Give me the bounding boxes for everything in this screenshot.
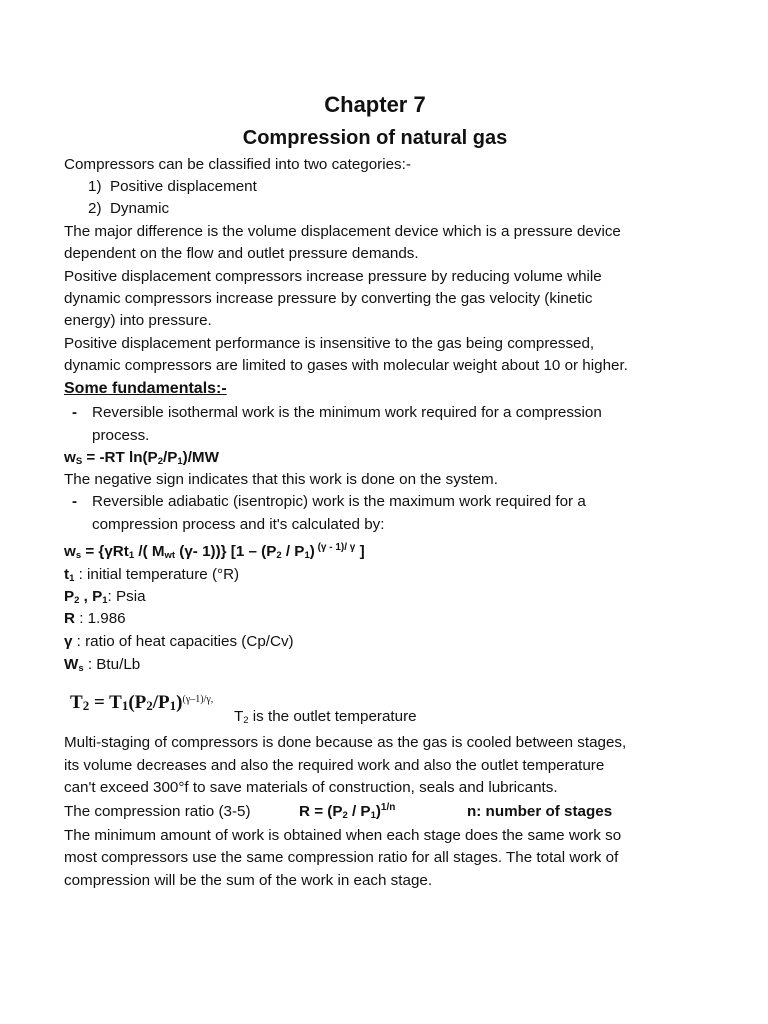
bullet-dash: - — [72, 493, 78, 510]
equation-isothermal: $w_S = -RT$ $\ln(P_2/P_1)/MW$ — [64, 449, 219, 467]
paragraph-line: most compressors use the same compression ratio for all stages. The total work of — [64, 849, 619, 866]
paragraph-line: can't exceed 300°f to save materials of construction, seals and lubricants. — [64, 779, 558, 796]
bullet-line: compression process and it's calculated by: — [92, 516, 385, 533]
page-title: Compression of natural gas — [242, 127, 508, 149]
list-number: 1) — [88, 178, 102, 195]
bullet-line: Reversible isothermal work is the minimum work required for a compression — [92, 404, 602, 421]
paragraph-line: Positive displacement compressors increase pressure by reducing volume while — [64, 268, 602, 285]
outlet-temperature-note: $T_2$ is the outlet temperature — [234, 708, 417, 726]
list-item — [88, 177, 257, 197]
paragraph-line: dependent on the flow and outlet pressure demands. — [64, 245, 419, 262]
bullet-line: process. — [92, 427, 150, 444]
definition-line: $W_s$ : Btu/Lb — [64, 656, 141, 674]
equation-adiabatic: $w_s = \{\gamma Rt_1$ /( $M_{wt}$ (γ- 1))} [$1 - (P_2 / P_1)$ $^{(\gamma - 1)/ \gamma}$ ] — [64, 542, 365, 561]
definition-line: $P_2$ , $P_1$: Psia — [64, 588, 146, 606]
paragraph-line: Positive displacement performance is insensitive to the gas being compressed, — [64, 335, 595, 352]
list-item — [88, 199, 169, 219]
chapter-heading: Chapter 7 — [324, 92, 426, 117]
paragraph-line: its volume decreases and also the required work and also the outlet temperature — [64, 757, 605, 774]
compression-ratio-label: The compression ratio (3-5) — [64, 803, 251, 820]
bullet-line: Reversible adiabatic (isentropic) work is the maximum work required for a — [92, 493, 586, 510]
paragraph-line: energy) into pressure. — [64, 312, 212, 329]
paragraph-line: dynamic compressors increase pressure by converting the gas velocity (kinetic — [64, 290, 593, 307]
definition-line: R : 1.986 — [64, 610, 126, 627]
definition-line: $t_1$ : initial temperature (°R) — [64, 566, 240, 584]
paragraph-line: Multi-staging of compressors is done because as the gas is cooled between stages, — [64, 734, 627, 751]
list-label: Positive displacement — [109, 178, 257, 195]
list-label: Dynamic — [109, 200, 170, 217]
stages-note: n: number of stages — [467, 803, 613, 820]
paragraph-line: The negative sign indicates that this work is done on the system. — [64, 471, 498, 488]
paragraph-line: The major difference is the volume displacement device which is a pressure device — [64, 223, 621, 240]
paragraph-line: dynamic compressors are limited to gases with molecular weight about 10 or higher. — [64, 357, 628, 374]
paragraph-line: The minimum amount of work is obtained when each stage does the same work so — [64, 827, 622, 844]
compression-ratio-formula: $R = (P_2 / P_1)^{1/n}$ — [299, 802, 396, 821]
section-heading: Some fundamentals:- — [64, 380, 227, 397]
equation-outlet-temperature: $T_2 = T_1(P_2/P_1)^{(\gamma-1)/\gamma,}$ — [70, 692, 214, 713]
paragraph-line: compression will be the sum of the work in each stage. — [64, 872, 433, 889]
intro-text: Compressors can be classified into two categories:- — [64, 156, 411, 173]
definition-line: γ : ratio of heat capacities (Cp/Cv) — [64, 633, 294, 650]
list-number: 2) — [88, 200, 102, 217]
bullet-dash: - — [72, 404, 78, 421]
